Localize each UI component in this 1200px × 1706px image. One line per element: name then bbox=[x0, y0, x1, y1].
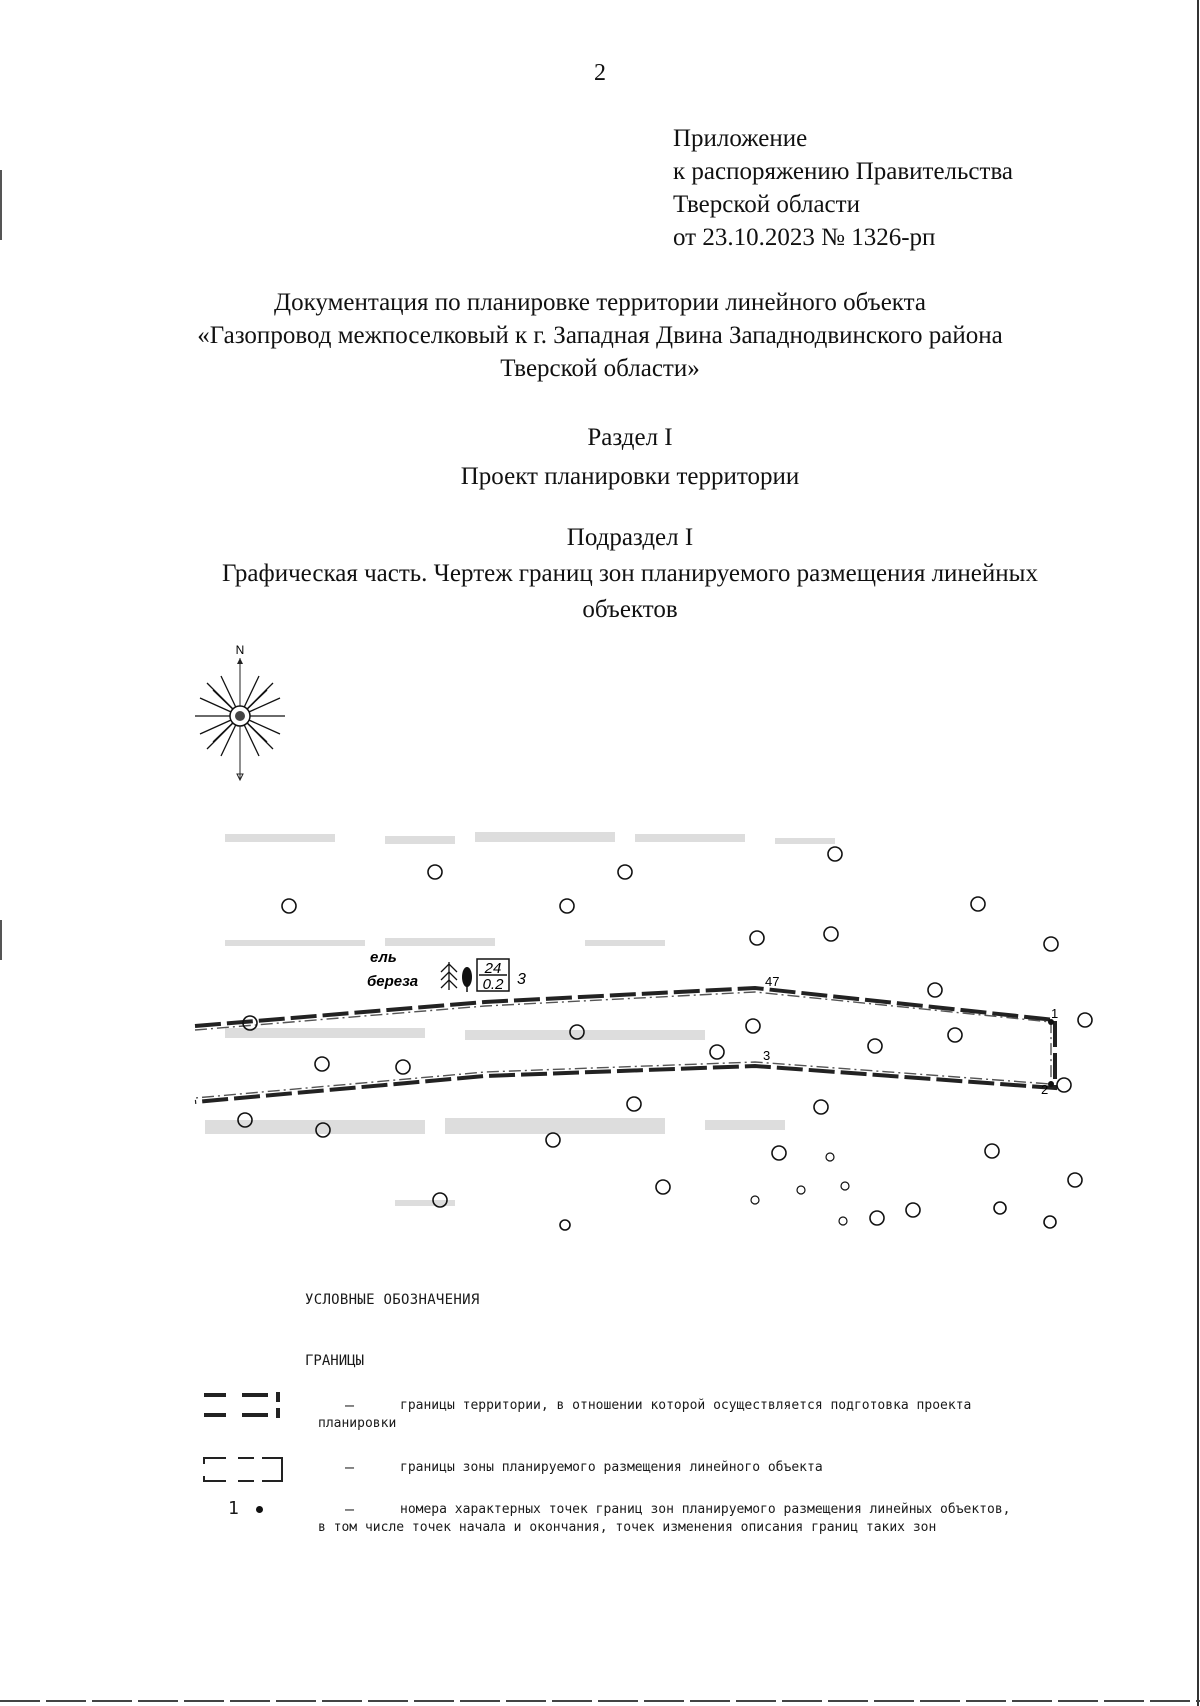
legend-dash: – bbox=[345, 1458, 355, 1476]
forest-value-bottom: 0.2 bbox=[482, 976, 504, 993]
scan-edge-mark bbox=[0, 170, 2, 240]
subsection-label: Подраздел I bbox=[566, 524, 694, 551]
legend-item-text: границы территории, в отношении которой осуществляется подготовка проекта bbox=[400, 1398, 972, 1413]
zone-boundary-symbol bbox=[202, 1454, 292, 1486]
subsection-name: Графическая часть. Чертеж границ зон планируемого размещения линейных bbox=[222, 560, 1038, 587]
zone-boundary bbox=[195, 992, 1051, 1098]
territory-boundary-symbol bbox=[202, 1390, 292, 1422]
point-dot-icon bbox=[256, 1506, 263, 1513]
legend-group-title: ГРАНИЦЫ bbox=[305, 1353, 365, 1369]
approval-line: к распоряжению Правительства bbox=[673, 158, 1014, 185]
north-label: N bbox=[235, 643, 245, 657]
tree-icon bbox=[441, 962, 457, 990]
approval-line: Приложение bbox=[673, 125, 808, 152]
title-line: Тверской области» bbox=[500, 355, 700, 382]
approval-line: от 23.10.2023 № 1326-рп bbox=[673, 224, 936, 251]
legend-item-text: границы зоны планируемого размещения линейного объекта bbox=[400, 1460, 823, 1475]
section-name: Проект планировки территории bbox=[460, 463, 800, 490]
territory-boundary bbox=[195, 988, 1055, 1102]
approval-line: Тверской области bbox=[673, 191, 860, 218]
point-label: 2 bbox=[1041, 1082, 1049, 1097]
legend-item-text: номера характерных точек границ зон планируемого размещения линейных объектов, bbox=[400, 1502, 1011, 1517]
subsection-name: объектов bbox=[582, 596, 678, 623]
legend-dash: – bbox=[345, 1500, 355, 1518]
forest-value-top: 24 bbox=[484, 960, 502, 977]
point-label: 1 bbox=[1051, 1006, 1059, 1021]
section-label: Раздел I bbox=[587, 424, 673, 451]
point-label: 47 bbox=[765, 974, 780, 989]
title-line: «Газопровод межпоселковый к г. Западная Двина Западнодвинского района bbox=[197, 322, 1003, 349]
legend-dash: – bbox=[345, 1396, 355, 1414]
forest-species-label: береза bbox=[367, 973, 419, 990]
page-number: 2 bbox=[594, 60, 606, 86]
legend-item-text: планировки bbox=[318, 1416, 397, 1431]
approval-block bbox=[673, 122, 1013, 254]
symbol-label: 1 bbox=[228, 1498, 239, 1519]
point-number-symbol bbox=[228, 1500, 263, 1518]
point-marker bbox=[1048, 1081, 1054, 1087]
forest-species-label: ель bbox=[370, 949, 397, 966]
scan-edge-mark bbox=[0, 920, 2, 960]
scan-edge-bottom bbox=[0, 1700, 1200, 1702]
title-line: Документация по планировке территории линейного объекта bbox=[274, 289, 926, 316]
leaf-tree-icon bbox=[462, 967, 472, 992]
scan-edge-right bbox=[1197, 0, 1199, 1706]
legend-item-text: в том числе точек начала и окончания, точек изменения описания границ таких зон bbox=[318, 1520, 937, 1535]
compass-rose-icon bbox=[185, 640, 295, 785]
point-label: 3 bbox=[763, 1048, 771, 1063]
document-title bbox=[100, 286, 1100, 385]
subsection-heading bbox=[150, 520, 1110, 628]
forest-number: 3 bbox=[517, 971, 526, 988]
planning-map bbox=[185, 820, 1110, 1240]
legend-title: УСЛОВНЫЕ ОБОЗНАЧЕНИЯ bbox=[305, 1292, 480, 1308]
section-heading bbox=[100, 418, 1160, 496]
